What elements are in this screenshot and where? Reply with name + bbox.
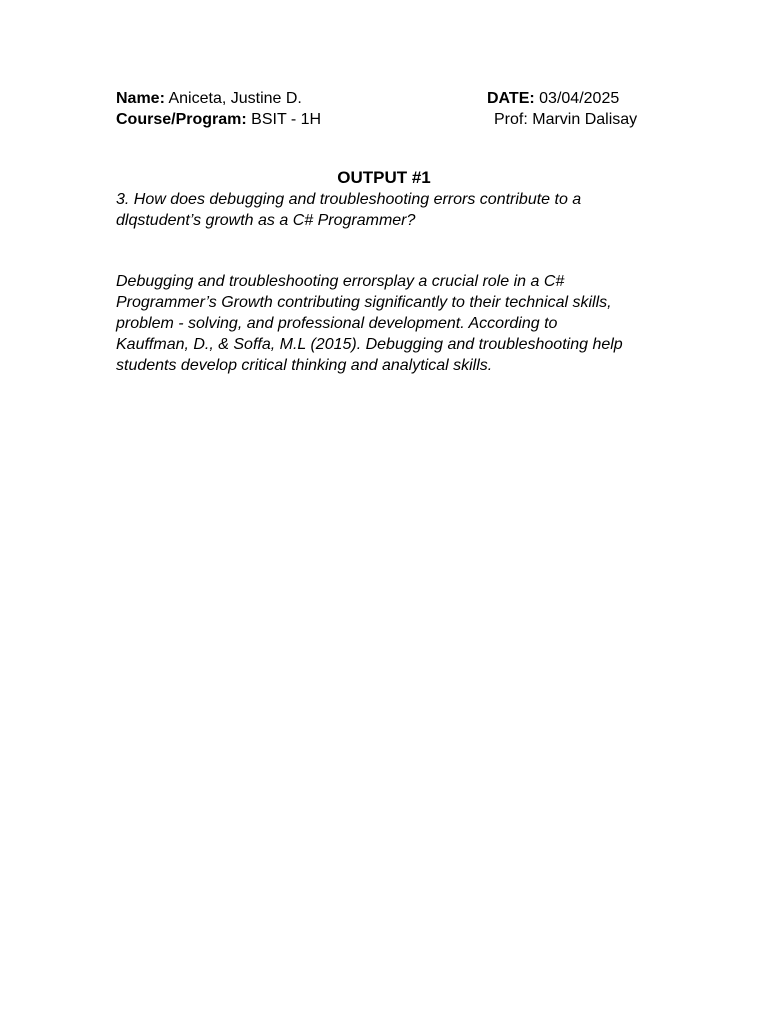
course-label: Course/Program: — [116, 111, 247, 128]
date-row — [487, 88, 619, 109]
date-label: DATE: — [487, 90, 535, 107]
date-value: 03/04/2025 — [539, 90, 620, 107]
answer-block — [116, 271, 656, 376]
answer-line: Programmer’s Growth contributing significantly to their technical skills, — [116, 294, 612, 311]
professor-text: Prof: Marvin Dalisay — [494, 111, 638, 128]
answer-line: students develop critical thinking and analytical skills. — [116, 357, 493, 374]
answer-line: problem - solving, and professional development. According to — [116, 315, 558, 332]
answer-line: Debugging and troubleshooting errorsplay a crucial role in a C# — [116, 273, 565, 290]
course-value: BSIT - 1H — [251, 111, 322, 128]
name-value: Aniceta, Justine D. — [168, 90, 302, 107]
name-label: Name: — [116, 90, 165, 107]
name-row — [116, 88, 302, 109]
question-block — [116, 189, 656, 231]
answer-line: Kauffman, D., & Soffa, M.L (2015). Debugging and troubleshooting help — [116, 336, 623, 353]
course-row — [116, 109, 321, 130]
output-title: OUTPUT #1 — [337, 168, 431, 187]
question-line: dlqstudent’s growth as a C# Programmer? — [116, 212, 416, 229]
question-line: 3. How does debugging and troubleshooting errors contribute to a — [116, 191, 582, 208]
